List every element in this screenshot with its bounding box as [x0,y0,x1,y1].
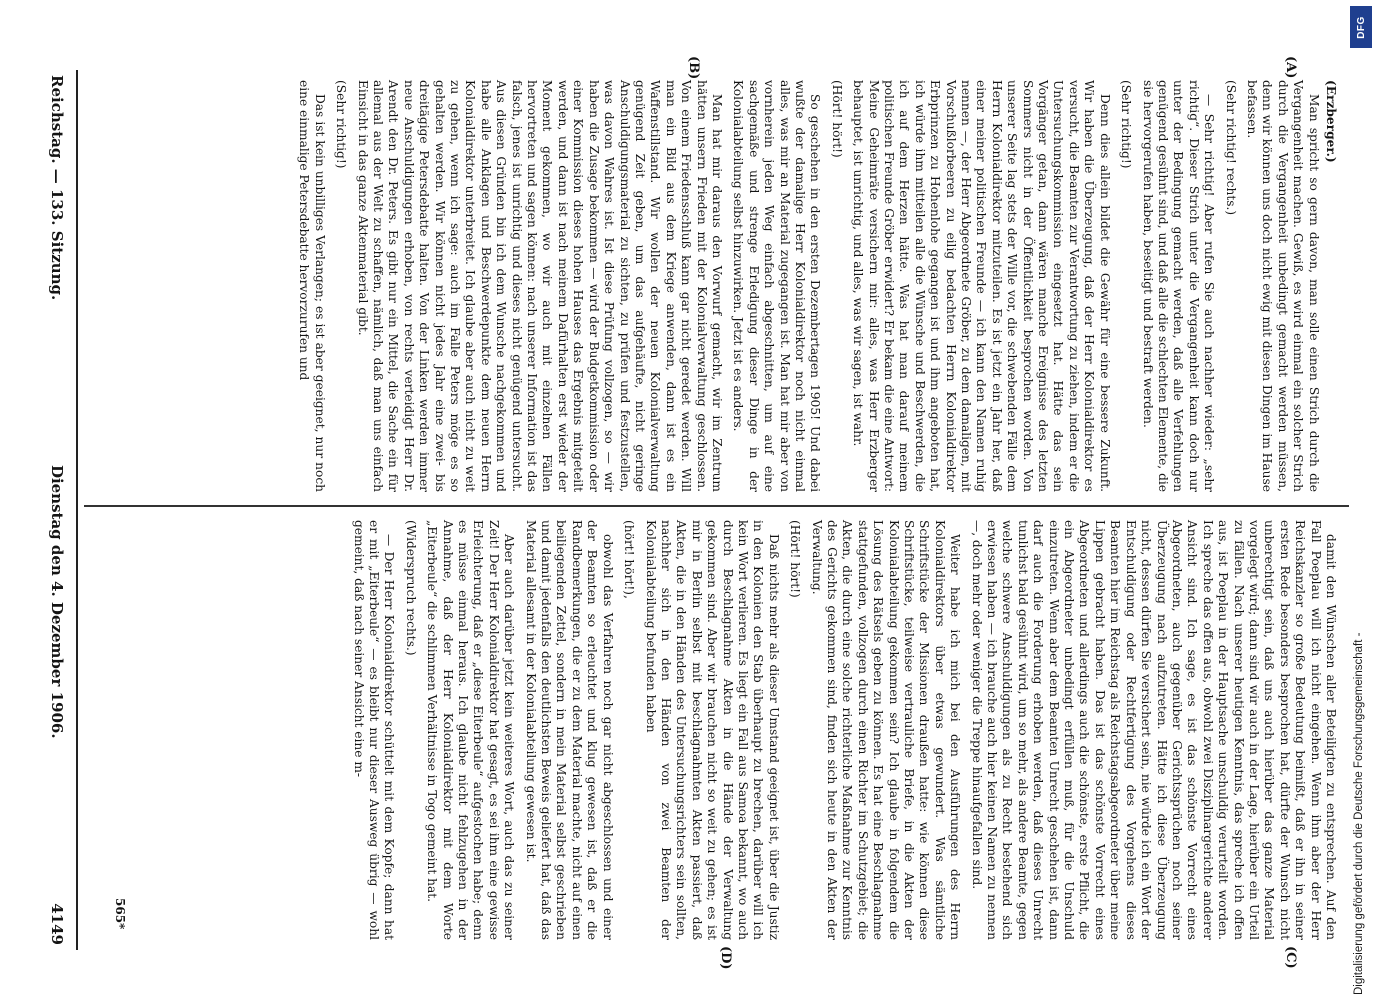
header-page-number: 4149 [48,903,66,945]
dfg-logo-text: DFG [1355,15,1367,39]
interjection: (hört! hört!), [622,520,637,599]
speaker-name: (Erzberger.) [1324,80,1338,163]
margin-marker-a: (A) [1283,56,1298,79]
interjection: (Hört! hört!) [788,520,803,598]
right-column [88,520,1338,940]
paragraph: damit den Wünschen aller Beteiligten zu entsprechen. Auf den Fall Poeplau will ich nicht eingehen. Wenn ihm aber der Herr Reichskanzler so große Bedeutung beimißt, daß er ihn in seiner ersten Rede besonders besprochen hat, dürfte der Wunsch nicht unberechtigt sein, daß uns auch hierüber das ganze Material vorgelegt wird; dann sind wir auch in der Lage, hierüber ein Urteil zu fällen. Nach unserer heutigen Kenntnis, das spreche ich offen aus, ist Poeplau in der Hauptsache unschuldig verurteilt worden. Ich spreche das offen aus, obwohl zwei Disziplinargerichte anderer Ansicht sind. Ich sage, es ist das schönste Vorrecht eines Abgeordneten, auch gegenüber Gerichtssprüchen noch seiner Überzeugung nach aufzutreten. Hätte ich diese Überzeugung nicht, dessen dürfen Sie versichert sein, nie würde ich ein Wort der Entschuldigung oder Rechtfertigung des Vorgehens dieses Beamten hier im Reichstag als Reichstagsabgeordneter über meine Lippen gebracht haben. Das ist das schönste Vorrecht eines Abgeordneten und allerdings auch die schönste, erste Pflicht, die ein Abgeordneter unbedingt erfüllen muß, für die Unschuld einzutreten. Wenn aber dem Beamten Unrecht geschehen ist, dann darf auch die Forderung erhoben werden, daß dieses Unrecht tunlichst bald gesühnt wird, um so mehr, als andere Beamte, gegen welche schwere Anschuldigungen als zu Recht bestehend sich erwiesen haben — ich brauche auch hier keinen Namen zu nennen —, doch mehr oder weniger die Treppe hinaufgefallen sind. [969,520,1338,940]
header-left: Reichstag. — 133. Sitzung. [48,75,66,301]
left-column [83,80,1338,492]
interjection: (Hört! hört!) [829,80,844,158]
paragraph: Man spricht so gern davon, man solle einen Strich durch die Vergangenheit machen. Gewiß, es wird einmal ein solcher Strich durch die Vergangenheit unbedingt gemacht werden müssen, denn wir können uns doch nicht ewig mit diesen Dingen im Hause befassen. [1244,80,1321,492]
paragraph: Weiter habe ich mich bei den Ausführungen des Herrn Kolonialdirektors über etwas gewundert. Was sämtliche Schriftstücke der Missionen draußen hatte: wie können diese Schriftstücke, teilweise vertrauliche Briefe, in die Akten der Kolonialabteilung gekommen sein? Ich glaube in folgendem die Lösung des Rätsels geben zu können. Es hat eine Beschlagnahme stattgefunden, vollzogen durch einen Richter im Schutzgebiet; die Akten, die durch eine solche richterliche Maßnahme zur Kenntnis des Gerichts gekommen sind, finden sich heute in den Akten der Verwaltung. [809,520,963,940]
paragraph: — Der Herr Kolonialdirektor schüttelt mit dem Kopfe; dann hat er mit „Eiterbeule“ — es bleibt nur dieser Ausweg übrig — wohl gemeint, daß nach seiner Ansicht eine m- [351,520,397,940]
interjection: (Sehr richtig!) [1119,80,1134,169]
digitization-credit: Digitalisierung gefördert durch die Deutsche Forschungsgemeinschaft - [1353,632,1365,995]
interjection: (Sehr richtig!) [334,80,349,169]
margin-marker-b: (B) [686,56,701,80]
interjection: (Sehr richtig! rechts.) [1223,80,1238,216]
dfg-logo [1350,6,1372,48]
page-signature: 565* [113,898,127,930]
interjection: (Widerspruch rechts.) [403,520,418,656]
column-divider [84,505,1349,507]
header-center: Dienstag den 4. Dezember 1906. [48,464,66,739]
digitization-note [1345,0,1383,1000]
paragraph: Das ist kein unbilliges Verlangen; es ist aber geeignet, nur noch eine einmalige Petersdebatte hervorzurufen und [297,80,327,492]
margin-marker-c: (C) [1283,946,1298,969]
header-rule [76,70,78,950]
paragraph: obwohl das Verfahren noch gar nicht abgeschlossen und einer der Beamten so erleuchtet und klug gewesen ist, daß er die Randbemerkungen, die er zu dem Material machte, nicht auf einen beiliegenden Zettel, sondern in mein Material selbst geschrieben und damit jedenfalls den deutlichsten Beweis geliefert hat, daß das Material allesamt in der Kolonialabteilung gewesen ist. [523,520,615,940]
page-header [44,75,70,945]
paragraph: Denn dies allein bildet die Gewähr für eine bessere Zukunft. Wir haben die Überzeugung, daß der Herr Kolonialdirektor es versucht, die Beamten zur Verantwortung zu ziehen, indem er die Untersuchungskommission eingesetzt hat. Hätte das sein Vorgänger getan, dann wären manche Ereignisse des letzten Sommers nicht in der Öffentlichkeit besprochen worden. Von unserer Seite lag stets der Wille vor, die schwebenden Fälle dem Herrn Kolonialdirektor mitzuteilen. Es ist jetzt ein Jahr her, daß einer meiner politischen Freunde — ich kann den Namen ruhig nennen —, der Herr Abgeordnete Gröber, zu dem damaligen, mit Vorschußlorbeeren zu eilig bedachten Herrn Kolonialdirektor Erbprinzen zu Hohenlohe gegangen ist und ihm angeboten hat, ich würde ihm mitteilen alle die Wünsche und Beschwerden, die ich auf dem Herzen hätte. Was hat man darauf meinem politischen Freunde Gröber erwidert? Er bekam die eine Antwort: Meine Geheimräte versichern mir: alles, was Herr Erzberger behauptet, ist unrichtig, und alles, was wir sagen, ist wahr. [851,80,1112,492]
paragraph: Man hat mir daraus den Vorwurf gemacht, wir im Zentrum hätten unsern Frieden mit der Kolonialverwaltung geschlossen. Von einem Friedensschluß kann gar nicht geredet werden. Will man ein Bild aus dem Kriege anwenden, dann ist es ein Waffenstillstand. Wir wollen der neuen Kolonialverwaltung genügend Zeit geben, um das aufgehäufte, nicht geringe Anschuldigungsmaterial zu sichten, zu prüfen und festzustellen, was davon Wahres ist. Ist diese Prüfung vollzogen, so — wir haben die Zusage bekommen — wird der Budgetkommission oder einer Kommission dieses hohen Hauses das Ergebnis mitgeteilt werden, und dann ist nach meinem Dafürhalten erst wieder der Moment gekommen, wo wir auch mit einzelnen Fällen hervortreten und sagen können: nach unserer Information ist das falsch, jenes ist unrichtig und dieses nicht genügend untersucht. Aus diesen Gründen bin ich dem Wunsche nachgekommen und habe alle Anklagen und Beschwerdepunkte dem neuen Herrn Kolonialdirektor unterbreitet. Ich glaube aber auch nicht zu weit zu gehen, wenn ich sage: auch im Falle Peters möge es so gehalten werden. Wir können nicht jedes Jahr eine zwei- bis dreitägige Petersdebatte halten. Von der Linken werden immer neue Anschuldigungen erhoben, von rechts verteidigt Herr Dr. Arendt den Dr. Peters. Es gibt nur ein Mittel, die Sache ein für allemal aus der Welt zu schaffen, nämlich, daß man uns einfach Einsicht in das ganze Aktenmaterial gibt. [355,80,724,492]
margin-marker-d: (D) [718,946,733,970]
paragraph: So geschehen in den ersten Dezembertagen 1905! Und dabei wußte der damalige Herr Kolonialdirektor noch nicht einmal alles, was mir an Material zugegangen ist. Man hat mir aber von vornherein jeden Weg einfach abgeschnitten, um auf eine sachgemäße und strenge Erledigung dieser Dinge in der Kolonialabteilung selbst hinzuwirken. Jetzt ist es anders. [731,80,823,492]
paragraph: Aber auch darüber jetzt kein weiteres Wort, auch das zu seiner Zeit! Der Herr Kolonialdirektor hat gesagt, es sei ihm eine gewisse Erleichterung, daß er „diese Eiterbeule“ aufgestochen habe; denn es müsse einmal heraus. Ich glaube nicht fehlzugehen in der Annahme, daß der Herr Kolonialdirektor mit dem Worte „Eiterbeule“ die schlimmen Verhältnisse in Togo gemeint hat. [425,520,517,940]
paragraph: — Sehr richtig! Aber rufen Sie auch nachher wieder: „sehr richtig“. Dieser Strich unter die Vergangenheit kann doch nur unter der Bedingung gemacht werden, daß alle Verfehlungen genügend gesühnt sind, und daß alle die schlechten Elemente, die sie hervorgerufen haben, beseitigt und bestraft werden. [1140,80,1217,492]
paragraph: Daß nichts mehr als dieser Umstand geeignet ist, über die Justiz in den Kolonien den Stab überhaupt zu brechen, darüber will ich kein Wort verlieren. Es liegt ein Fall aus Samoa bekannt, wo auch durch Beschlagnahme Akten in die Hände der Verwaltung gekommen sind. Aber wir brauchen nicht so weit zu gehen; es ist mir in Berlin selbst mit beschlagnahmten Akten passiert, daß Akten, die in den Händen des Untersuchungsrichters sein sollten, nachher sich in den Händen von zwei Beamten der Kolonialabteilung befunden haben [643,520,781,940]
